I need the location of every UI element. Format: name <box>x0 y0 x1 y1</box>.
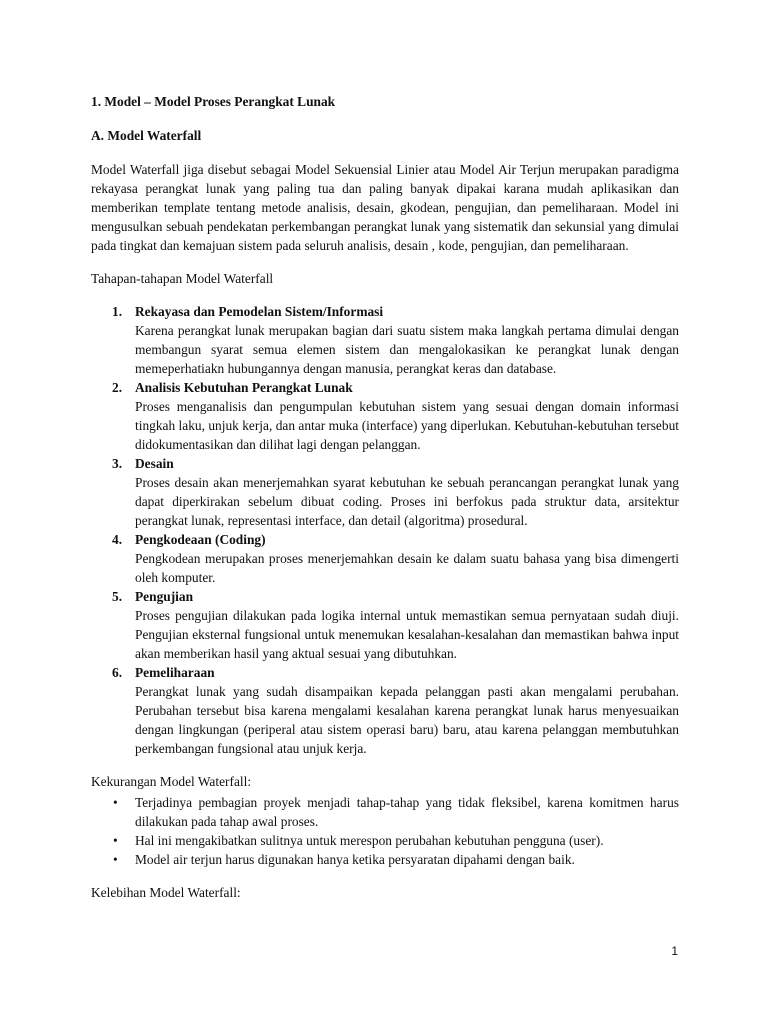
stages-list <box>91 302 679 758</box>
document-title: 1. Model – Model Proses Perangkat Lunak <box>91 94 336 109</box>
stage-item <box>91 454 679 530</box>
stage-title: Pengujian <box>135 589 194 604</box>
list-item <box>91 793 679 831</box>
stage-title: Rekayasa dan Pemodelan Sistem/Informasi <box>135 304 384 319</box>
weaknesses-heading: Kekurangan Model Waterfall: <box>91 774 252 789</box>
stage-body: Proses menganalisis dan pengumpulan kebutuhan sistem yang sesuai dengan domain informasi tingkah laku, unjuk kerja, dan antar muka (interface) yang diperlukan. Kebutuhan-kebutuhan tersebut didokumentasikan dan dilihat lagi dengan pelanggan. <box>135 399 679 452</box>
stage-number: 4. <box>112 532 123 547</box>
page-number: 1 <box>671 944 678 958</box>
stage-number: 2. <box>112 380 123 395</box>
stage-item <box>91 378 679 454</box>
stage-number: 6. <box>112 665 123 680</box>
list-item <box>91 850 679 869</box>
stages-heading: Tahapan-tahapan Model Waterfall <box>91 271 274 286</box>
stage-item <box>91 530 679 587</box>
list-item <box>91 831 679 850</box>
stage-body: Perangkat lunak yang sudah disampaikan kepada pelanggan pasti akan mengalami perubahan. Perubahan tersebut bisa karena mengalami kesalahan karena perangkat lunak harus menyesuaikan dengan lingkungan (periperal atau sistem operasi baru) baru, atau karena pelanggan membutuhkan perkembangan fungsional atau unjuk kerja. <box>135 684 679 756</box>
bullet-icon: • <box>113 833 118 848</box>
list-item-text: Terjadinya pembagian proyek menjadi tahap-tahap yang tidak fleksibel, karena komitmen harus dilakukan pada tahap awal proses. <box>135 795 679 829</box>
stage-number: 5. <box>112 589 123 604</box>
stage-number: 3. <box>112 456 123 471</box>
list-item-text: Model air terjun harus digunakan hanya ketika persyaratan dipahami dengan baik. <box>135 852 575 867</box>
stage-item <box>91 302 679 378</box>
bullet-icon: • <box>113 795 118 810</box>
weaknesses-list <box>91 793 679 869</box>
bullet-icon: • <box>113 852 118 867</box>
stage-body: Karena perangkat lunak merupakan bagian dari suatu sistem maka langkah pertama dimulai dengan membangun syarat semua elemen sistem dan mengalokasikan ke perangkat lunak dengan memeperhatiakn hubungannya dengan manusia, perangkat keras dan database. <box>135 323 679 376</box>
stage-body: Proses desain akan menerjemahkan syarat kebutuhan ke sebuah perancangan perangkat lunak yang dapat diperkirakan sebelum dibuat coding. Proses ini berfokus pada struktur data, arsitektur perangkat lunak, representasi interface, dan detail (algoritma) prosedural. <box>135 475 679 528</box>
stage-body: Proses pengujian dilakukan pada logika internal untuk memastikan semua pernyataan sudah diuji. Pengujian eksternal fungsional untuk menemukan kesalahan-kesalahan dan memastikan bahwa input akan memberikan hasil yang aktual sesuai yang dibutuhkan. <box>135 608 679 661</box>
stage-title: Desain <box>135 456 174 471</box>
stage-body: Pengkodean merupakan proses menerjemahkan desain ke dalam suatu bahasa yang bisa dimengerti oleh komputer. <box>135 551 679 585</box>
intro-paragraph: Model Waterfall jiga disebut sebagai Model Sekuensial Linier atau Model Air Terjun merupakan paradigma rekayasa perangkat lunak yang paling tua dan paling banyak dipakai karana mudah aplikasikan dan memberikan template tentang metode analisis, desain, gkodean, pengujian, dan pemeliharaan. Model ini mengusulkan sebuah pendekatan perkembangan perangkat lunak yang sistematik dan sekunsial yang dimulai pada tingkat dan kemajuan sistem pada seluruh analisis, desain , kode, pengujian, dan pemeliharaan. <box>91 162 679 253</box>
stage-title: Pengkodeaan (Coding) <box>135 532 266 547</box>
stage-item <box>91 587 679 663</box>
document-content <box>91 92 679 916</box>
strengths-heading: Kelebihan Model Waterfall: <box>91 885 241 900</box>
list-item-text: Hal ini mengakibatkan sulitnya untuk merespon perubahan kebutuhan pengguna (user). <box>135 833 604 848</box>
stage-title: Analisis Kebutuhan Perangkat Lunak <box>135 380 353 395</box>
stage-item <box>91 663 679 758</box>
section-title: A. Model Waterfall <box>91 128 202 143</box>
stage-number: 1. <box>112 304 123 319</box>
stage-title: Pemeliharaan <box>135 665 215 680</box>
